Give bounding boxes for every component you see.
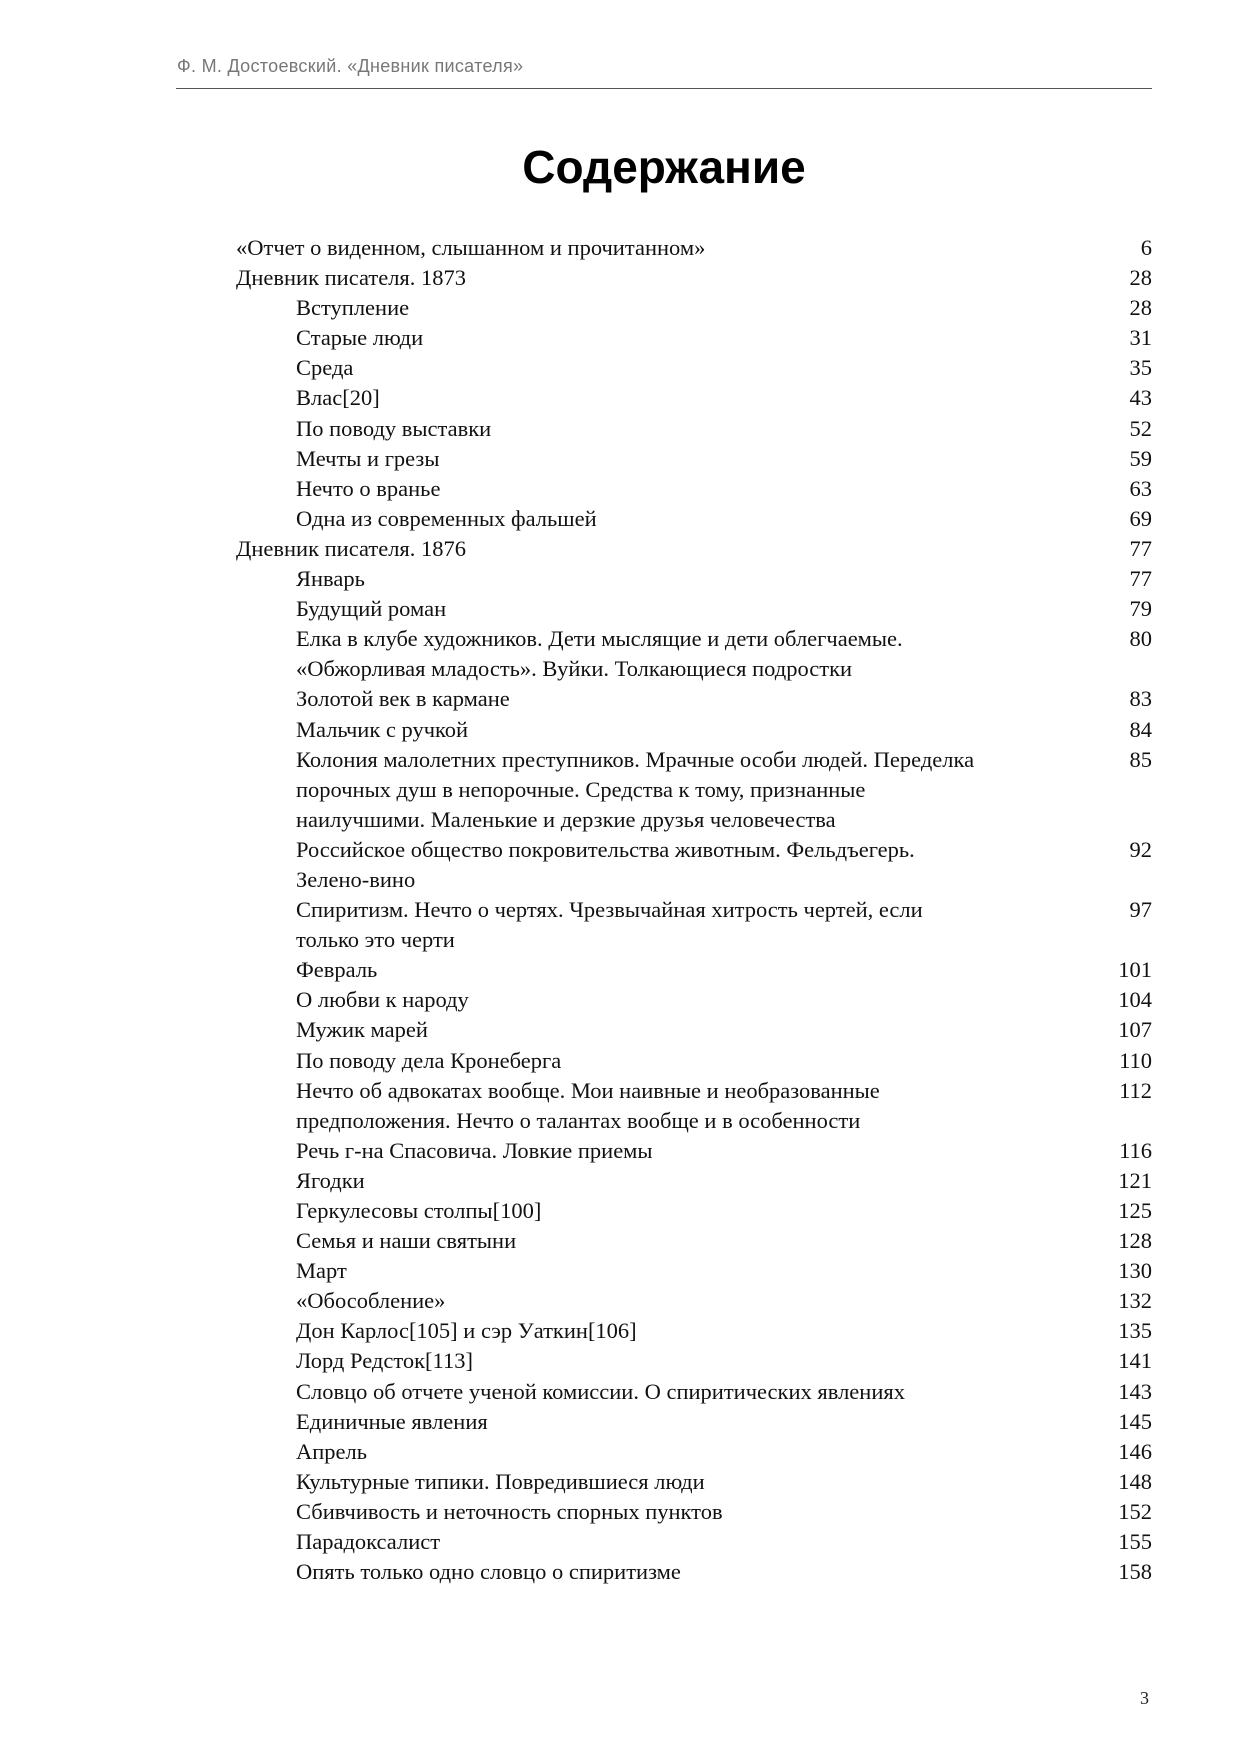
toc-entry-page: 112	[1119, 1077, 1152, 1103]
toc-entry-page: 146	[1118, 1438, 1152, 1464]
toc-entry-title: Российское общество покровительства животным. Фельдъегерь. Зелено-вино	[296, 836, 915, 892]
toc-entry-page: 152	[1118, 1498, 1152, 1524]
toc-entry[interactable]	[236, 504, 1152, 534]
header-divider	[176, 88, 1152, 89]
toc-entry-page: 158	[1118, 1559, 1152, 1585]
toc-entry[interactable]	[236, 353, 1152, 383]
toc-entry[interactable]	[236, 1497, 1152, 1527]
toc-entry-title: Золотой век в кармане	[296, 686, 510, 712]
toc-entry-title: Колония малолетних преступников. Мрачные особи людей. Переделка порочных душ в непорочные. Средства к тому, признанные наилучшими. Маленькие и дерзкие друзья человечества	[296, 746, 975, 832]
toc-entry-title: Апрель	[296, 1438, 368, 1464]
toc-entry-page: 145	[1118, 1408, 1152, 1434]
toc-entry-page: 130	[1118, 1258, 1152, 1284]
toc-entry-page: 104	[1118, 987, 1152, 1013]
toc-entry[interactable]	[236, 1136, 1152, 1166]
toc-entry[interactable]	[236, 1076, 1152, 1136]
toc-entry[interactable]	[236, 263, 1152, 293]
toc-entry-page: 110	[1119, 1047, 1152, 1073]
toc-entry[interactable]	[236, 1377, 1152, 1407]
toc-entry[interactable]	[236, 323, 1152, 353]
toc-entry-title: Мальчик с ручкой	[296, 716, 469, 742]
toc-entry-page: 52	[1129, 415, 1152, 441]
toc-entry-title: Февраль	[296, 957, 378, 983]
toc-entry-page: 101	[1118, 957, 1152, 983]
toc-entry[interactable]	[236, 895, 1152, 955]
toc-entry-page: 31	[1129, 325, 1152, 351]
toc-entry-page: 107	[1118, 1017, 1152, 1043]
table-of-contents	[236, 233, 1152, 1587]
toc-entry[interactable]	[236, 1226, 1152, 1256]
toc-entry-page: 85	[1129, 746, 1152, 772]
toc-entry-page: 128	[1118, 1228, 1152, 1254]
toc-entry-page: 125	[1118, 1198, 1152, 1223]
toc-entry-page: 155	[1118, 1529, 1152, 1555]
toc-entry-page: 28	[1129, 295, 1152, 321]
toc-entry[interactable]	[236, 1407, 1152, 1437]
toc-entry-title: Единичные явления	[296, 1408, 488, 1434]
toc-entry[interactable]	[236, 1286, 1152, 1316]
toc-entry-page: 121	[1118, 1167, 1152, 1193]
toc-entry-page: 83	[1129, 686, 1152, 712]
toc-entry-page: 77	[1129, 566, 1152, 592]
toc-entry-page: 143	[1118, 1378, 1152, 1404]
toc-entry-page: 35	[1129, 355, 1152, 381]
toc-entry-page: 92	[1129, 836, 1152, 862]
toc-entry[interactable]	[236, 414, 1152, 444]
toc-entry-title: Елка в клубе художников. Дети мыслящие и дети облегчаемые. «Обжорливая младость». Вуйки. Толкающиеся подростки	[296, 626, 903, 682]
toc-entry-title: Дон Карлос[105] и сэр Уаткин[106]	[296, 1318, 637, 1344]
toc-entry-page: 28	[1129, 265, 1152, 291]
toc-entry[interactable]	[236, 1166, 1152, 1196]
toc-entry-title: Опять только одно словцо о спиритизме	[296, 1559, 681, 1585]
toc-entry[interactable]	[236, 233, 1152, 263]
toc-entry-page: 80	[1129, 626, 1152, 652]
toc-entry[interactable]	[236, 474, 1152, 504]
toc-entry[interactable]	[236, 624, 1152, 684]
toc-entry[interactable]	[236, 1557, 1152, 1587]
toc-entry-page: 69	[1129, 505, 1152, 531]
toc-entry-title: Культурные типики. Повредившиеся люди	[296, 1468, 705, 1494]
toc-entry[interactable]	[236, 1527, 1152, 1557]
toc-entry-page: 79	[1129, 596, 1152, 622]
toc-entry[interactable]	[236, 684, 1152, 714]
toc-entry-title: Геркулесовы столпы[100]	[296, 1198, 542, 1223]
toc-entry[interactable]	[236, 1467, 1152, 1497]
toc-entry[interactable]	[236, 1346, 1152, 1376]
toc-entry-page: 6	[1140, 235, 1152, 260]
toc-entry-page: 43	[1129, 385, 1152, 411]
toc-entry-title: Январь	[296, 566, 365, 592]
toc-entry-title: Влас[20]	[296, 385, 380, 411]
toc-entry-title: Дневник писателя. 1873	[236, 265, 467, 291]
toc-entry[interactable]	[236, 534, 1152, 564]
toc-entry[interactable]	[236, 1256, 1152, 1286]
toc-entry-title: Словцо об отчете ученой комиссии. О спиритических явлениях	[296, 1378, 905, 1404]
toc-entry-title: Нечто об адвокатах вообще. Мои наивные и необразованные предположения. Нечто о талантах вообще и в особенности	[296, 1077, 880, 1133]
toc-entry-title: Дневник писателя. 1876	[236, 535, 467, 561]
toc-entry-title: «Отчет о виденном, слышанном и прочитанном»	[236, 235, 706, 260]
toc-entry-page: 135	[1118, 1318, 1152, 1344]
toc-entry[interactable]	[236, 1046, 1152, 1076]
page-title: Содержание	[522, 141, 806, 193]
toc-entry[interactable]	[236, 1316, 1152, 1346]
toc-entry[interactable]	[236, 1015, 1152, 1045]
toc-entry[interactable]	[236, 293, 1152, 323]
toc-entry-title: Одна из современных фальшей	[296, 505, 597, 531]
toc-entry[interactable]	[236, 594, 1152, 624]
toc-entry-title: Нечто о вранье	[296, 475, 441, 501]
toc-entry-page: 59	[1129, 445, 1152, 471]
toc-entry-title: Вступление	[296, 295, 410, 321]
toc-entry[interactable]	[236, 745, 1152, 835]
toc-entry-title: Мечты и грезы	[296, 445, 440, 471]
toc-entry-page: 141	[1118, 1348, 1152, 1374]
toc-entry-title: Семья и наши святыни	[296, 1228, 517, 1254]
toc-entry[interactable]	[236, 985, 1152, 1015]
toc-entry-page: 63	[1129, 475, 1152, 501]
toc-entry[interactable]	[236, 1196, 1152, 1226]
toc-entry[interactable]	[236, 383, 1152, 413]
toc-entry-page: 77	[1129, 535, 1152, 561]
toc-entry-page: 97	[1129, 897, 1152, 923]
toc-entry-title: Лорд Редсток[113]	[296, 1348, 473, 1374]
toc-entry[interactable]	[236, 835, 1152, 895]
toc-entry[interactable]	[236, 444, 1152, 474]
toc-entry-title: Старые люди	[296, 325, 424, 351]
toc-entry-title: «Обособление»	[296, 1288, 446, 1314]
toc-entry-title: По поводу выставки	[296, 415, 492, 441]
toc-entry-title: Будущий роман	[296, 596, 447, 622]
toc-entry-title: Сбивчивость и неточность спорных пунктов	[296, 1498, 723, 1524]
toc-entry[interactable]	[236, 955, 1152, 985]
page-number: 3	[1140, 1688, 1149, 1708]
toc-entry-title: О любви к народу	[296, 987, 469, 1013]
toc-entry[interactable]	[236, 1437, 1152, 1467]
toc-entry-title: Спиритизм. Нечто о чертях. Чрезвычайная хитрость чертей, если только это черти	[296, 897, 923, 953]
toc-entry-title: По поводу дела Кронеберга	[296, 1047, 562, 1073]
toc-entry-title: Речь г-на Спасовича. Ловкие приемы	[296, 1137, 653, 1163]
toc-entry-title: Мужик марей	[296, 1017, 428, 1043]
toc-entry[interactable]	[236, 715, 1152, 745]
toc-entry-page: 116	[1119, 1137, 1152, 1163]
toc-entry-title: Ягодки	[296, 1167, 365, 1193]
toc-entry-page: 148	[1118, 1468, 1152, 1494]
toc-entry-page: 84	[1129, 716, 1152, 742]
toc-entry-title: Март	[296, 1258, 347, 1284]
toc-entry-page: 132	[1118, 1288, 1152, 1314]
running-header: Ф. М. Достоевский. «Дневник писателя»	[177, 56, 524, 76]
toc-entry-title: Парадоксалист	[296, 1529, 441, 1555]
toc-entry-title: Среда	[296, 355, 354, 381]
toc-entry[interactable]	[236, 564, 1152, 594]
